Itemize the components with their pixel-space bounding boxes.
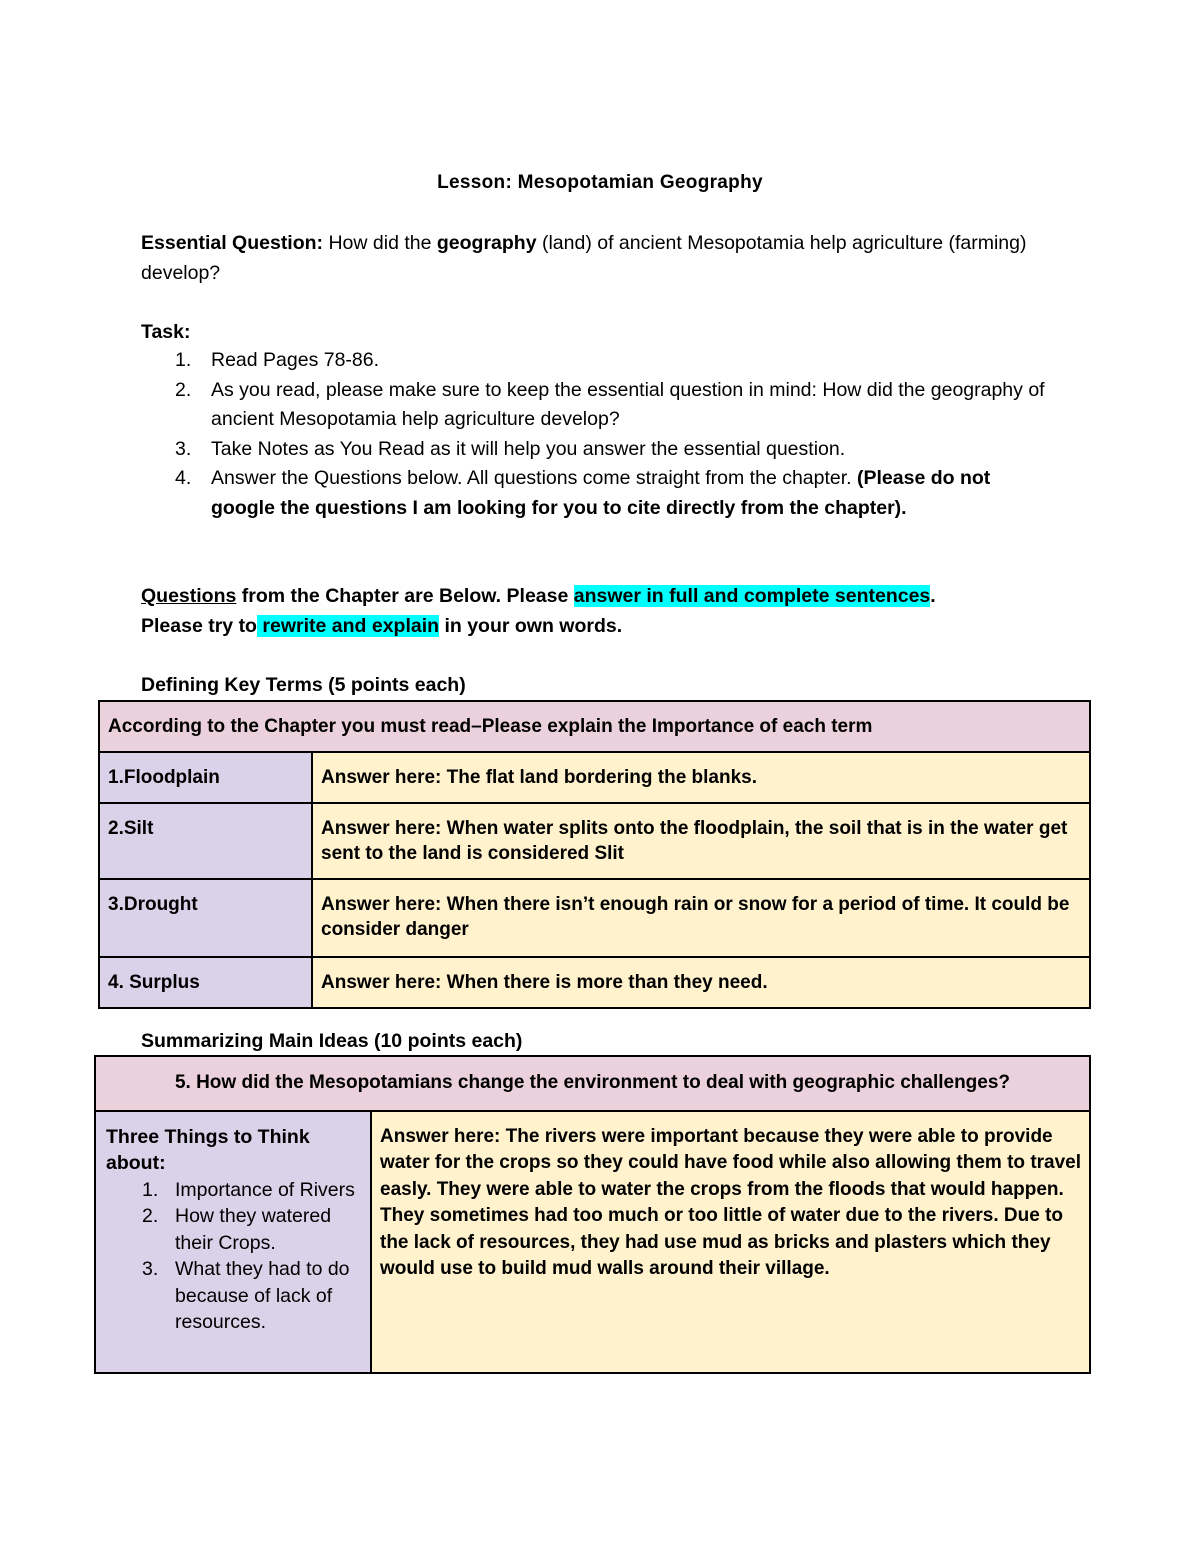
page-title: Lesson: Mesopotamian Geography	[437, 172, 763, 193]
think-cell	[95, 1111, 371, 1373]
term-cell: 4. Surplus	[99, 957, 312, 1008]
main-ideas-table	[94, 1055, 1091, 1374]
task-item: 3. Take Notes as You Read as it will help you answer the essential question.	[175, 437, 846, 460]
instructions: Questions from the Chapter are Below. Please answer in full and complete sentences. Please try to rewrite and explain in your own words.	[141, 585, 936, 637]
table-row	[99, 879, 1090, 957]
think-list	[106, 1177, 360, 1336]
question-row	[95, 1056, 1090, 1111]
essential-question-label: Essential Question:	[141, 232, 324, 254]
think-label: Three Things to Think about:	[106, 1125, 310, 1174]
essential-question	[141, 228, 1061, 288]
table-row	[99, 803, 1090, 879]
key-terms-table	[98, 700, 1091, 1009]
term-cell: 2.Silt	[99, 803, 312, 879]
task-item: 2. As you read, please make sure to keep the essential question in mind: How did the geography of ancient Mesopotamia help agriculture develop?	[175, 378, 1045, 430]
question-cell: 5. How did the Mesopotamians change the environment to deal with geographic challenges?	[95, 1056, 1090, 1111]
think-item: 2. How they watered their Crops.	[142, 1205, 332, 1254]
answer-cell: Answer here: When there is more than they need.	[312, 957, 1090, 1008]
key-terms-heading: Defining Key Terms (5 points each)	[141, 674, 466, 696]
think-item: 3. What they had to do because of lack of resources.	[142, 1258, 350, 1333]
table-header-row	[99, 701, 1090, 752]
highlight-rewrite: rewrite and explain	[256, 615, 440, 637]
task-item: 4. Answer the Questions below. All questions come straight from the chapter. (Please do not google the questions I am looking for you to cite directly from the chapter).	[175, 467, 991, 519]
term-cell: 1.Floodplain	[99, 752, 312, 803]
main-ideas-heading: Summarizing Main Ideas (10 points each)	[141, 1030, 523, 1052]
highlight-answer-full: answer in full and complete sentences	[573, 585, 931, 607]
answer-cell: Answer here: When there isn’t enough rain or snow for a period of time. It could be consider danger	[312, 879, 1090, 957]
answer-cell: Answer here: The flat land bordering the blanks.	[312, 752, 1090, 803]
essential-question-post: (land) of ancient Mesopotamia help agriculture (farming) develop?	[141, 232, 1027, 284]
questions-word: Questions	[141, 585, 237, 607]
essential-question-keyword: geography	[436, 232, 537, 254]
think-item: 1. Importance of Rivers	[142, 1178, 355, 1201]
table-row	[99, 752, 1090, 803]
answer-row	[95, 1111, 1090, 1373]
answer-cell: Answer here: When water splits onto the floodplain, the soil that is in the water get sent to the land is considered Slit	[312, 803, 1090, 879]
main-idea-answer-cell: Answer here: The rivers were important because they were able to provide water for the crops so they could have food while also allowing them to travel easly. They were able to water the crops from the floods that would happen. They sometimes had too much or too little of water due to the rivers. Due to the lack of resources, they had use mud as bricks and plasters which they would use to build mud walls around their village.	[371, 1111, 1090, 1373]
table-header-cell: According to the Chapter you must read–Please explain the Importance of each term	[99, 701, 1090, 752]
task-list	[141, 346, 1046, 523]
table-row	[99, 957, 1090, 1008]
task-item: 1. Read Pages 78-86.	[175, 349, 380, 371]
task-label: Task:	[141, 321, 191, 343]
term-cell: 3.Drought	[99, 879, 312, 957]
essential-question-pre: How did the	[328, 232, 432, 254]
